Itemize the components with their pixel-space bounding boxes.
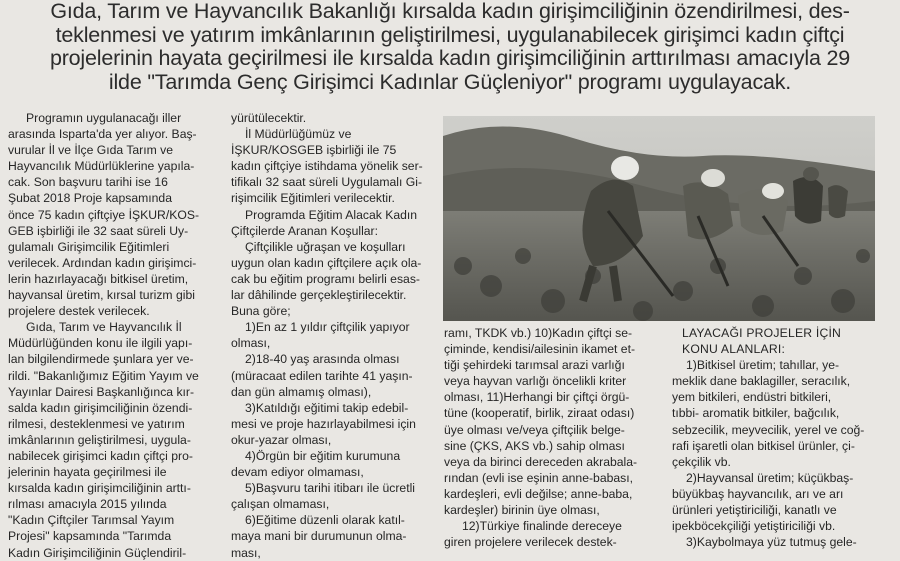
- text-line: 2)Hayvansal üretim; küçükbaş-: [686, 470, 854, 485]
- text-line: Buna göre;: [231, 304, 291, 319]
- text-line: kırsalda kadın girişimciliğinin arttı-: [8, 481, 191, 496]
- text-line: mesi ve proje hazırlayabilmesi için: [231, 416, 416, 431]
- text-line: tifikalı 32 saat süreli Uygulamalı Gi-: [231, 175, 423, 190]
- text-line: Programın uygulanacağı iller: [26, 111, 182, 125]
- text-line: 2)18-40 yaş arasında olması: [245, 352, 400, 367]
- text-line: sine (ÇKS, AKS vb.) sahip olması: [444, 438, 625, 453]
- text-line: üye olması ve/veya çiftçilik belge-: [444, 422, 625, 437]
- text-line: olması,: [231, 336, 271, 351]
- text-line: ipekböcekçiliği yetiştiriciliği vb.: [672, 519, 836, 534]
- text-line: meklik dane baklagiller, seracılık,: [672, 374, 851, 389]
- text-line: 4)Örgün bir eğitim kurumuna: [245, 448, 401, 463]
- article-column-2: [231, 110, 436, 561]
- photo-illustration: [443, 116, 875, 321]
- text-line: çiminde, kendisi/ailesinin ikamet et-: [444, 342, 636, 357]
- text-line: dan gün almamış olması),: [231, 384, 372, 399]
- text-line: olması, 11)Herhangi bir çiftçi örgü-: [444, 390, 630, 405]
- text-line: Hayvancılık Müdürlüklerine yapıla-: [8, 159, 195, 174]
- article-column-4: [672, 325, 892, 550]
- text-line: lerin hazırlayacağı bitkisel üretim,: [8, 271, 189, 286]
- text-line: tıbbi- aromatik bitkiler, bağcılık,: [672, 406, 840, 421]
- text-line: rilmesi, desteklenmesi ve yatırım: [8, 416, 185, 431]
- text-line: Kadın Girişimciliğinin Güçlendiril-: [8, 545, 187, 560]
- headline-line: Gıda, Tarım ve Hayvancılık Bakanlığı kırsalda kadın girişimciliğinin özendirilmesi, des-: [50, 0, 850, 23]
- text-line: cak bu eğitim programı belirli esas-: [231, 271, 420, 286]
- text-line: 6)Eğitime düzenli olarak katıl-: [245, 513, 405, 528]
- text-line: İŞKUR/KOSGEB işbirliği ile 75: [231, 143, 397, 158]
- text-line: (müracaat edilen tarihte 41 yaşın-: [231, 368, 413, 383]
- text-line: lan bilgilendirmede şunlara yer ve-: [8, 352, 194, 367]
- text-line: çalışan olmaması,: [231, 497, 330, 512]
- text-line: GEB işbirliği ile 32 saat süreli Uy-: [8, 223, 189, 238]
- headline-line: ilde "Tarımda Genç Girişimci Kadınlar Güçleniyor" programı uygulayacak.: [108, 69, 792, 94]
- section-heading: LAYACAĞI PROJELER İÇİN: [682, 326, 842, 340]
- text-line: ürünleri yetiştiriciliği, kanatlı ve: [672, 503, 837, 518]
- text-line: giren projelere verilecek destek-: [444, 535, 617, 550]
- text-line: çekçilik vb.: [672, 454, 731, 469]
- text-line: veya hayvan varlığı öncelikli kriter: [444, 374, 627, 389]
- text-line: ramı, TKDK vb.) 10)Kadın çiftçi se-: [444, 326, 633, 340]
- text-line: Şubat 2018 Proje kapsamında: [8, 191, 172, 206]
- article-column-3: [444, 325, 659, 550]
- text-line: hayvansal üretim, kırsal turizm gibi: [8, 288, 195, 303]
- text-line: 3)Kaybolmaya yüz tutmuş gele-: [686, 535, 857, 550]
- text-line: arasında Isparta'da yer alıyor. Baş-: [8, 127, 197, 142]
- text-line: veya da birinci dereceden akrabala-: [444, 454, 638, 469]
- text-line: Çiftçilerde Aranan Koşullar:: [231, 223, 378, 238]
- text-line: gulamalı Girişimcilik Eğitimleri: [8, 239, 170, 254]
- text-line: tüne (kooperatif, birlik, ziraat odası): [444, 406, 635, 421]
- text-line: uygun olan kadın çiftçilere açık ola-: [231, 255, 422, 270]
- headline-line: projelerinin hayata geçirilmesi ile kırsalda kadın girişimciliğinin arttırılması amacıyla 29: [49, 46, 851, 70]
- text-line: 1)Bitkisel üretim; tahıllar, ye-: [686, 358, 840, 373]
- text-line: sebzecilik, meyvecilik, yerel ve coğ-: [672, 422, 865, 437]
- headline: [8, 0, 892, 94]
- text-line: kardeşler) birinin üye olması,: [444, 503, 600, 518]
- text-line: maya mani bir durumunun olma-: [231, 529, 407, 544]
- text-line: Gıda, Tarım ve Hayvancılık İl: [26, 320, 182, 335]
- text-line: Projesi" kapsamında "Tarımda: [8, 529, 172, 544]
- text-line: 12)Türkiye finalinde dereceye: [462, 519, 622, 534]
- text-line: kardeşleri, evli değilse; anne-baba,: [444, 486, 633, 501]
- section-heading: KONU ALANLARI:: [682, 342, 786, 357]
- text-line: Çiftçilikle uğraşan ve koşulları: [245, 239, 406, 254]
- text-line: kadın çiftçiye istihdama yönelik ser-: [231, 159, 423, 174]
- text-line: cak. Son başvuru tarihi ise 16: [8, 175, 168, 190]
- farm-women-photo: [443, 116, 875, 321]
- text-line: büyükbaş hayvancılık, arı ve arı: [672, 486, 844, 501]
- text-line: yem bitkileri, endüstri bitkileri,: [672, 390, 832, 405]
- text-line: rildi. "Bakanlığımız Eğitim Yayım ve: [8, 368, 199, 383]
- text-line: ması,: [231, 545, 261, 560]
- text-line: İl Müdürlüğümüz ve: [245, 127, 352, 142]
- text-line: jelerinin hayata geçirilmesi ile: [8, 465, 167, 480]
- text-line: rişimcilik Eğitimleri verilecektir.: [231, 191, 395, 206]
- text-line: projelere destek verilecek.: [8, 304, 150, 319]
- text-line: okur-yazar olması,: [231, 432, 332, 447]
- text-line: 1)En az 1 yıldır çiftçilik yapıyor: [245, 320, 410, 335]
- text-line: rafi işaretli olan bitkisel ürünler, çi-: [672, 438, 855, 453]
- text-line: verilecek. Ardından kadın girişimci-: [8, 255, 197, 270]
- text-line: "Kadın Çiftçiler Tarımsal Yayım: [8, 513, 175, 528]
- text-line: rından (evli ise eşinin anne-babası,: [444, 470, 634, 485]
- article-column-1: [8, 110, 223, 561]
- text-line: rılması amacıyla 2015 yılında: [8, 497, 167, 512]
- text-line: 5)Başvuru tarihi itibarı ile ücretli: [245, 481, 416, 496]
- text-line: Yayınlar Dairesi Başkanlığınca kır-: [8, 384, 195, 399]
- text-line: nabilecek girişimci kadın çiftçi pro-: [8, 448, 193, 463]
- text-line: vurular İl ve İlçe Gıda Tarım ve: [8, 143, 174, 158]
- text-line: imkânlarının geliştirilmesi, uygula-: [8, 432, 191, 447]
- text-line: 3)Katıldığı eğitimi takip edebil-: [245, 400, 409, 415]
- text-line: salda kadın girişimciliğinin özendi-: [8, 400, 193, 415]
- text-line: Müdürlüğünden konu ile ilgili yapı-: [8, 336, 193, 351]
- text-line: tiği şehirdeki tarımsal arazi varlığı: [444, 358, 625, 373]
- headline-line: teklenmesi ve yatırım imkânlarının geliştirilmesi, uygulanabilecek girişimci kadın çiftçi: [55, 22, 845, 47]
- text-line: yürütülecektir.: [231, 111, 307, 125]
- text-line: lar dâhilinde gerçekleştirilecektir.: [231, 288, 407, 303]
- text-line: devam ediyor olmaması,: [231, 465, 364, 480]
- text-line: önce 75 kadın çiftçiye İŞKUR/KOS-: [8, 207, 200, 222]
- text-line: Programda Eğitim Alacak Kadın: [245, 207, 418, 222]
